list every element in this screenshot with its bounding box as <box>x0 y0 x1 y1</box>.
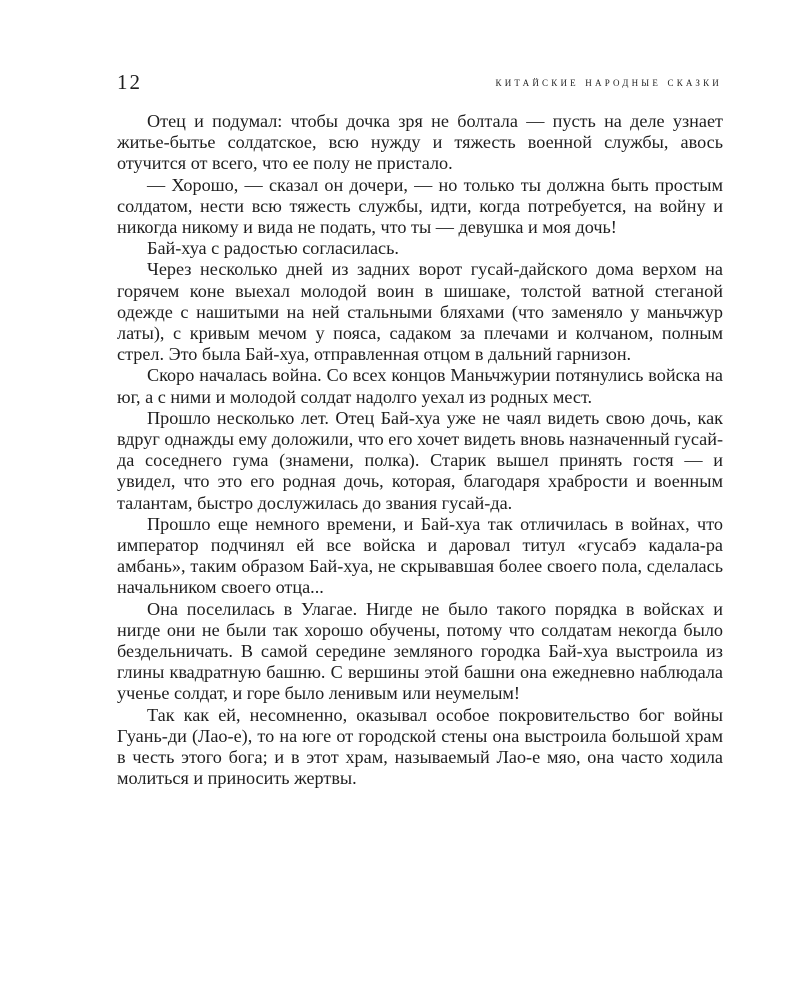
paragraph: Прошло еще немного времени, и Бай-хуа так отличилась в войнах, что император подчинял ей все войска и даровал титул «гусабэ кадала-ра амбань», таким образом Бай-хуа, не скрывавшая более своего пола, сделалась начальником своего отца... <box>117 513 723 598</box>
paragraph: Так как ей, несомненно, оказывал особое покровительство бог войны Гуань-ди (Лао-е), то на юге от городской стены она выстроила большой храм в честь этого бога; и в этот храм, называемый Лао-е мяо, она часто ходила молиться и приносить жертвы. <box>117 704 723 789</box>
page-number: 12 <box>117 70 142 94</box>
paragraph: Через несколько дней из задних ворот гусай-дайского дома верхом на горячем коне выехал молодой воин в шишаке, толстой ватной стеганой одежде с нашитыми на ней стальными бляхами (что заменяло у маньчжур латы), с кривым мечом у пояса, садаком за плечами и колчаном, полным стрел. Это была Бай-хуа, отправленная отцом в дальний гарнизон. <box>117 259 723 365</box>
paragraph: Отец и подумал: чтобы дочка зря не болтала — пусть на деле узнает житье-бытье солдатское, всю нужду и тяжесть военной службы, авось отучится от всего, что ее полу не пристало. <box>117 111 723 174</box>
paragraph: Скоро началась война. Со всех концов Маньчжурии потянулись войска на юг, а с ними и молодой солдат надолго уехал из родных мест. <box>117 365 723 407</box>
running-title: китайские народные сказки <box>495 74 722 89</box>
paragraph: Она поселилась в Улагае. Нигде не было такого порядка в войсках и нигде они не были так хорошо обучены, потому что солдатам некогда было бездельничать. В самой середине земляного городка Бай-хуа выстроила из глины квадратную башню. С вершины этой башни она ежедневно наблюдала ученье солдат, и горе было ленивым или неумелым! <box>117 598 723 704</box>
body-text <box>117 111 723 790</box>
paragraph: — Хорошо, — сказал он дочери, — но только ты должна быть простым солдатом, нести всю тяжесть службы, идти, когда потребуется, на войну и никогда никому и вида не подать, что ты — девушка и моя дочь! <box>117 174 723 238</box>
paragraph: Прошло несколько лет. Отец Бай-хуа уже не чаял видеть свою дочь, как вдруг однажды ему доложили, что его хочет видеть вновь назначенный гусай-да соседнего гума (знамени, полка). Старик вышел принять гостя — и увидел, что это его родная дочь, которая, благодаря храбрости и военным талантам, быстро дослужилась до звания гусай-да. <box>117 407 724 513</box>
page-header <box>117 70 722 100</box>
paragraph: Бай-хуа с радостью согласилась. <box>147 238 399 259</box>
